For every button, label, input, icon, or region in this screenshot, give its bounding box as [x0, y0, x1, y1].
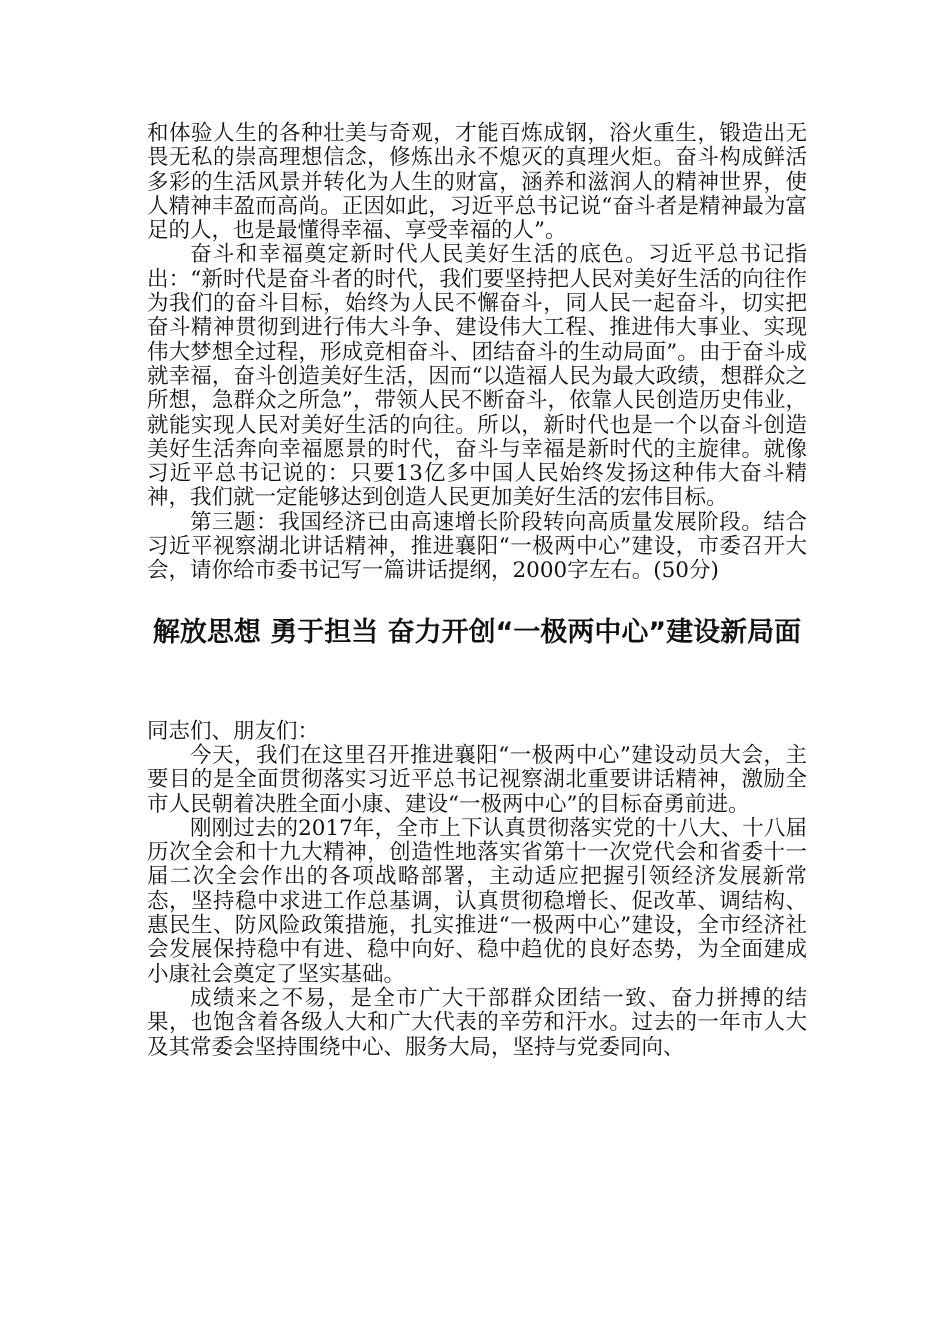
body-paragraph: 刚刚过去的2017年，全市上下认真贯彻落实党的十八大、十八届历次全会和十九大精神，创造性地落实省第十一次党代会和省委十一届二次全会作出的各项战略部署，主动适应把握引领经济发展新常态，坚持稳中求进工作总基调，认真贯彻稳增长、促改革、调结构、惠民生、防风险政策措施，扎实推进“一极两中心”建设，全市经济社会发展保持稳中有进、稳中向好、稳中趋优的良好态势，为全面建成小康社会奠定了坚实基础。 — [147, 815, 807, 987]
body-paragraph: 成绩来之不易，是全市广大干部群众团结一致、奋力拼搏的结果，也饱含着各级人大和广大代表的辛劳和汗水。过去的一年市人大及其常委会坚持围绕中心、服务大局，坚持与党委同向、 — [147, 985, 807, 1060]
body-paragraph: 奋斗和幸福奠定新时代人民美好生活的底色。习近平总书记指出：“新时代是奋斗者的时代，我们要坚持把人民对美好生活的向往作为我们的奋斗目标，始终为人民不懈奋斗，同人民一起奋斗，切实把奋斗精神贯彻到进行伟大斗争、建设伟大工程、推进伟大事业、实现伟大梦想全过程，形成竞相奋斗、团结奋斗的生动局面”。由于奋斗成就幸福，奋斗创造美好生活，因而“以造福人民为最大政绩，想群众之所想，急群众之所急”，带领人民不断奋斗，依靠人民创造历史伟业，就能实现人民对美好生活的向往。所以，新时代也是一个以奋斗创造美好生活奔向幸福愿景的时代，奋斗与幸福是新时代的主旋律。就像习近平总书记说的：只要13亿多中国人民始终发扬这种伟大奋斗精神，我们就一定能够达到创造人民更加美好生活的宏伟目标。 — [147, 242, 807, 511]
speech-title: 解放思想 勇于担当 奋力开创“一极两中心”建设新局面 — [152, 616, 802, 648]
document-page — [147, 122, 807, 1060]
salutation: 同志们、朋友们： — [147, 718, 320, 744]
question-paragraph: 第三题：我国经济已由高速增长阶段转向高质量发展阶段。结合习近平视察湖北讲话精神，推进襄阳“一极两中心”建设，市委召开大会，请你给市委书记写一篇讲话提纲，2000字左右。(50分) — [147, 509, 807, 584]
body-paragraph: 和体验人生的各种壮美与奇观，才能百炼成钢，浴火重生，锻造出无畏无私的崇高理想信念，修炼出永不熄灭的真理火炬。奋斗构成鲜活多彩的生活风景并转化为人生的财富，涵养和滋润人的精神世界，使人精神丰盈而高尚。正因如此，习近平总书记说“奋斗者是精神最为富足的人，也是最懂得幸福、享受幸福的人”。 — [147, 121, 807, 244]
body-paragraph: 今天，我们在这里召开推进襄阳“一极两中心”建设动员大会，主要目的是全面贯彻落实习近平总书记视察湖北重要讲话精神，激励全市人民朝着决胜全面小康、建设“一极两中心”的目标奋勇前进。 — [147, 742, 807, 817]
